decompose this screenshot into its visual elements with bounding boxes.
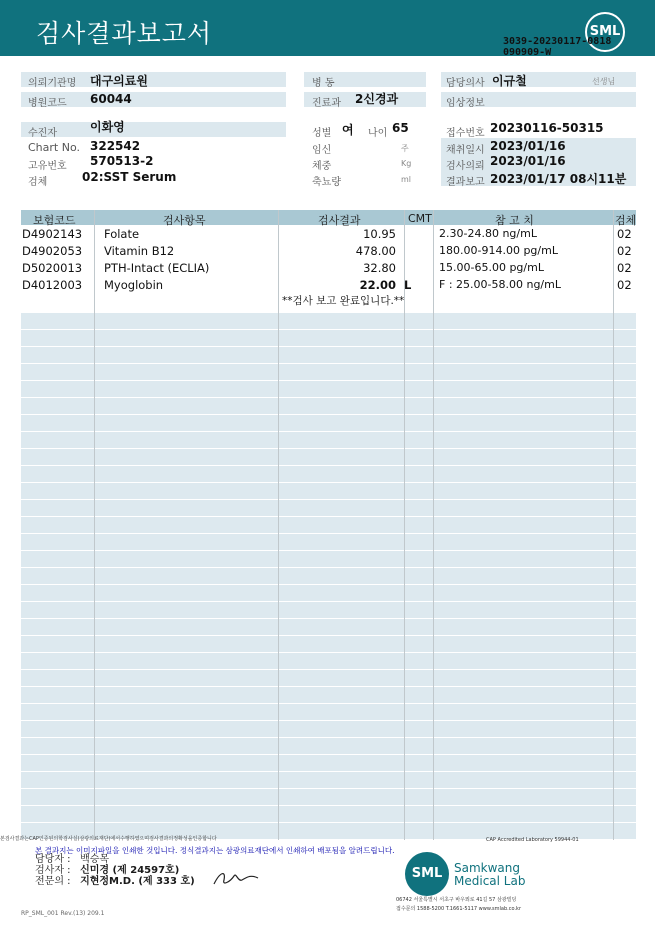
age-label: 나이 [368, 128, 388, 139]
cell-item: Vitamin B12 [104, 244, 175, 258]
chart-label: Chart No. [28, 141, 80, 154]
request-date: 2023/01/16 [490, 154, 566, 168]
cell-flag: L [404, 278, 412, 292]
company-address: 06742 서울특별시 서초구 바우뫼로 41길 57 삼광빌딩 [396, 897, 517, 903]
chart-no: 322542 [90, 139, 141, 153]
cell-result: 478.00 [355, 244, 396, 258]
column-divider [94, 210, 95, 840]
complete-note: **검사 보고 완료입니다.** [282, 295, 405, 307]
cell-result: 22.00 [359, 278, 396, 292]
table-stripe [21, 653, 636, 669]
table-stripe [21, 636, 636, 652]
table-stripe [21, 585, 636, 601]
id-no: 570513-2 [90, 154, 154, 168]
column-divider [613, 210, 614, 840]
patient-label: 수진자 [28, 128, 57, 139]
cell-result: 10.95 [363, 227, 396, 241]
header-item: 검사항목 [163, 214, 206, 227]
header-cmt: CMT [408, 212, 432, 225]
id-label: 고유번호 [28, 161, 67, 172]
header-reference: 참 고 치 [495, 214, 534, 227]
table-stripe [21, 738, 636, 754]
report-id: 3039-20230117-0818 090909-W [503, 36, 612, 58]
receipt-no: 20230116-50315 [490, 121, 604, 135]
pregnancy-unit: 주 [401, 144, 409, 153]
signature-icon [212, 866, 262, 888]
table-stripe [21, 704, 636, 720]
table-stripe [21, 568, 636, 584]
table-stripe [21, 772, 636, 788]
sex-value: 여 [342, 123, 354, 137]
cell-code: D4902053 [22, 244, 83, 258]
table-stripe [21, 551, 636, 567]
table-stripe [21, 483, 636, 499]
notice: 본 결과지는 이미지파일을 인쇄한 것입니다. 정식결과지는 삼광의료재단에서 인쇄하여 배포됨을 알려드립니다. [35, 846, 395, 855]
weight-label: 체중 [312, 161, 332, 172]
hospital-code-label: 병원코드 [28, 98, 67, 109]
fine-print: 본검사결과는CAP인증된의학검사실(삼광의료재단)에서수행하였으며검사결과의정확성을인증합니다 [0, 836, 217, 842]
cell-code: D4012003 [22, 278, 83, 292]
doctor-label: 담당의사 [446, 78, 485, 89]
header-specimen: 검체 [615, 214, 637, 227]
patient-row [21, 122, 286, 137]
table-stripe [21, 619, 636, 635]
table-stripe [21, 602, 636, 618]
doctor-value: 이규철 [492, 74, 527, 88]
cell-reference: 180.00-914.00 pg/mL [439, 244, 558, 257]
cap-accreditation: CAP Accredited Laboratory 59944-01 [486, 837, 579, 843]
table-stripe [21, 415, 636, 431]
table-stripe [21, 449, 636, 465]
table-stripe [21, 432, 636, 448]
cell-specimen: 02 [617, 261, 632, 275]
table-stripe [21, 687, 636, 703]
collect-date: 2023/01/16 [490, 139, 566, 153]
hospital-code-value: 60044 [90, 92, 132, 106]
table-stripe [21, 721, 636, 737]
table-stripe [21, 789, 636, 805]
table-stripe [21, 347, 636, 363]
patient-name: 이화영 [90, 120, 125, 134]
cell-result: 32.80 [363, 261, 396, 275]
cell-reference: 15.00-65.00 pg/mL [439, 261, 544, 274]
table-stripe [21, 381, 636, 397]
weight-unit: Kg [401, 159, 412, 168]
cell-code: D4902143 [22, 227, 83, 241]
form-code: RP_SML_001 Rev.(13) 209.1 [21, 910, 105, 917]
dept-value: 2신경과 [355, 92, 399, 106]
cell-specimen: 02 [617, 244, 632, 258]
institution-label: 의뢰기관명 [28, 78, 77, 89]
specimen-value: 02:SST Serum [82, 170, 177, 184]
cell-specimen: 02 [617, 227, 632, 241]
cell-reference: 2.30-24.80 ng/mL [439, 227, 537, 240]
specialist-label: 전문의 : [35, 876, 71, 887]
specimen-label: 검체 [28, 177, 48, 188]
table-stripe [21, 500, 636, 516]
cell-item: Myoglobin [104, 278, 164, 292]
header-code: 보험코드 [33, 214, 76, 227]
signatories [35, 854, 195, 887]
sex-label: 성별 [312, 128, 332, 139]
table-stripe [21, 398, 636, 414]
table-stripe [21, 466, 636, 482]
receipt-label: 접수번호 [446, 128, 485, 139]
clinical-label: 임상정보 [446, 98, 485, 109]
ward-label: 병 동 [312, 78, 335, 89]
cell-reference: F : 25.00-58.00 ng/mL [439, 278, 561, 291]
person-value: 백승목 [80, 854, 110, 865]
cell-item: PTH-Intact (ECLIA) [104, 261, 210, 275]
age-value: 65 [392, 121, 409, 135]
table-stripe [21, 330, 636, 346]
page-title: 검사결과보고서 [36, 19, 213, 48]
sml-footer-logo-icon: SML [405, 852, 449, 896]
table-stripe [21, 670, 636, 686]
urine-label: 축뇨량 [312, 177, 341, 188]
urine-unit: ml [401, 175, 412, 184]
company-phone: 접수문의 1588-5200 T.1661-5117 www.smlab.co.kr [396, 906, 521, 912]
column-divider [278, 210, 279, 840]
table-stripe [21, 313, 636, 329]
table-stripe [21, 534, 636, 550]
cell-item: Folate [104, 227, 140, 241]
table-stripe [21, 517, 636, 533]
examiner-value: 신미경 (제 24597호) [80, 865, 180, 876]
table-stripe [21, 364, 636, 380]
collect-label: 채취일시 [446, 145, 485, 156]
dept-label: 진료과 [312, 98, 341, 109]
cell-code: D5020013 [22, 261, 83, 275]
doctor-suffix: 선생님 [592, 77, 616, 86]
sml-logo-icon: SML [585, 12, 625, 52]
report-date: 2023/01/17 08시11분 [490, 172, 627, 186]
table-stripe [21, 755, 636, 771]
institution-value: 대구의료원 [90, 74, 148, 88]
cell-specimen: 02 [617, 278, 632, 292]
examiner-label: 검사자 : [35, 865, 71, 876]
report-label: 결과보고 [446, 177, 485, 188]
request-label: 검사의뢰 [446, 161, 485, 172]
specialist-value: 지현정M.D. (제 333 호) [80, 876, 195, 887]
table-stripe [21, 806, 636, 822]
column-divider [433, 210, 434, 840]
header-result: 검사결과 [318, 214, 361, 227]
company-name: Samkwang Medical Lab [454, 861, 526, 888]
person-label: 담당자 : [35, 854, 71, 865]
pregnancy-label: 임신 [312, 145, 332, 156]
